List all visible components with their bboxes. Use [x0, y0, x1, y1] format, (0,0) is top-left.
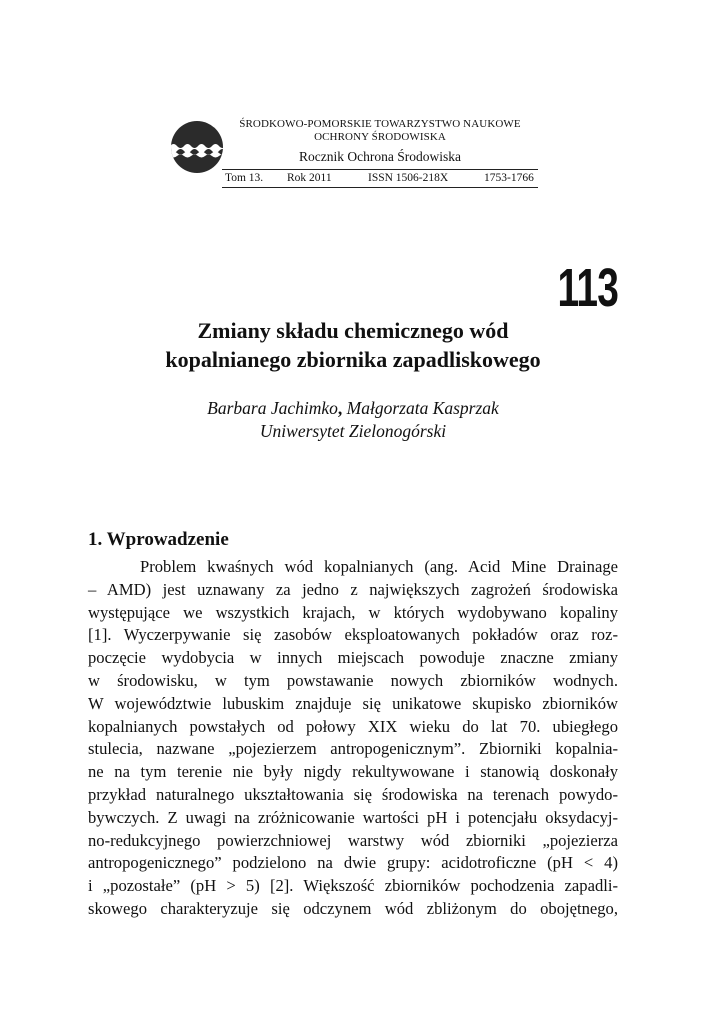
- body-line: przykład naturalnego ukształtowania się środowiska na terenach powydo-: [88, 784, 618, 804]
- issn: ISSN 1506-218X: [368, 172, 449, 184]
- journal-name: Rocznik Ochrona Środowiska: [299, 149, 461, 164]
- section-body: [88, 556, 618, 921]
- body-line: bywczych. Z uwagi na zróżnicowanie wartości pH i potencjału oksydacyj-: [88, 807, 618, 827]
- body-line: stulecia, nazwane „pojezierzem antropogenicznym”. Zbiorniki kopalnia-: [88, 739, 618, 759]
- society-name-line2: OCHRONY ŚRODOWISKA: [314, 131, 446, 143]
- article-authors: [88, 397, 618, 443]
- title-line-1: Zmiany składu chemicznego wód: [197, 318, 509, 343]
- page-range: 1753-1766: [484, 172, 534, 184]
- article-number: 113: [557, 258, 618, 318]
- header-text: [222, 118, 538, 166]
- section-heading: 1. Wprowadzenie: [88, 529, 229, 550]
- author-2: Małgorzata Kasprzak: [342, 398, 499, 418]
- body-line: w środowisku, w tym powstawanie nowych zbiorników wodnych.: [88, 670, 618, 690]
- title-line-2: kopalnianego zbiornika zapadliskowego: [165, 347, 541, 372]
- body-line: ne na tym terenie nie były nigdy rekultywowane i stanowią doskonały: [88, 762, 618, 782]
- body-line: kopalnianych powstałych od połowy XIX wieku do lat 70. ubiegłego: [88, 716, 618, 736]
- journal-header: [170, 118, 538, 198]
- author-affiliation: Uniwersytet Zielonogórski: [259, 421, 447, 441]
- body-line: – AMD) jest uznawany za jedno z największych zagrożeń środowiska: [88, 579, 618, 599]
- body-line: W województwie lubuskim znajduje się unikatowe skupisko zbiorników: [88, 693, 618, 713]
- publication-year: Rok 2011: [287, 172, 332, 184]
- author-1: Barbara Jachimko: [207, 398, 338, 418]
- society-name-line1: ŚRODKOWO-POMORSKIE TOWARZYSTWO NAUKOWE: [239, 118, 521, 130]
- header-rule-bottom: [222, 187, 538, 188]
- body-line: antropogenicznego” podzielono na dwie grupy: acidotroficzne (pH < 4): [88, 853, 618, 873]
- author-separator: ,: [337, 398, 343, 418]
- society-logo-icon: [170, 120, 224, 174]
- article-title: [88, 316, 618, 374]
- header-rule-top: [222, 169, 538, 170]
- body-line: i „pozostałe” (pH > 5) [2]. Większość zbiorników pochodzenia zapadli-: [88, 876, 618, 896]
- body-line: [1]. Wyczerpywanie się zasobów eksploatowanych pokładów oraz roz-: [88, 625, 618, 645]
- body-line: poczęcie wydobycia w innych miejscach powoduje znaczne zmiany: [88, 648, 618, 668]
- volume-number: Tom 13.: [225, 172, 264, 184]
- body-line: no-redukcyjnego powierzchniowej warstwy wód zbiorniki „pojezierza: [88, 830, 618, 850]
- body-line: skowego charakteryzuje się odczynem wód zbliżonym do obojętnego,: [88, 898, 618, 918]
- body-line: występujące we wszystkich krajach, w których wydobywano kopaliny: [88, 602, 618, 622]
- body-line: Problem kwaśnych wód kopalnianych (ang. Acid Mine Drainage: [140, 557, 618, 576]
- author-names: [88, 397, 618, 420]
